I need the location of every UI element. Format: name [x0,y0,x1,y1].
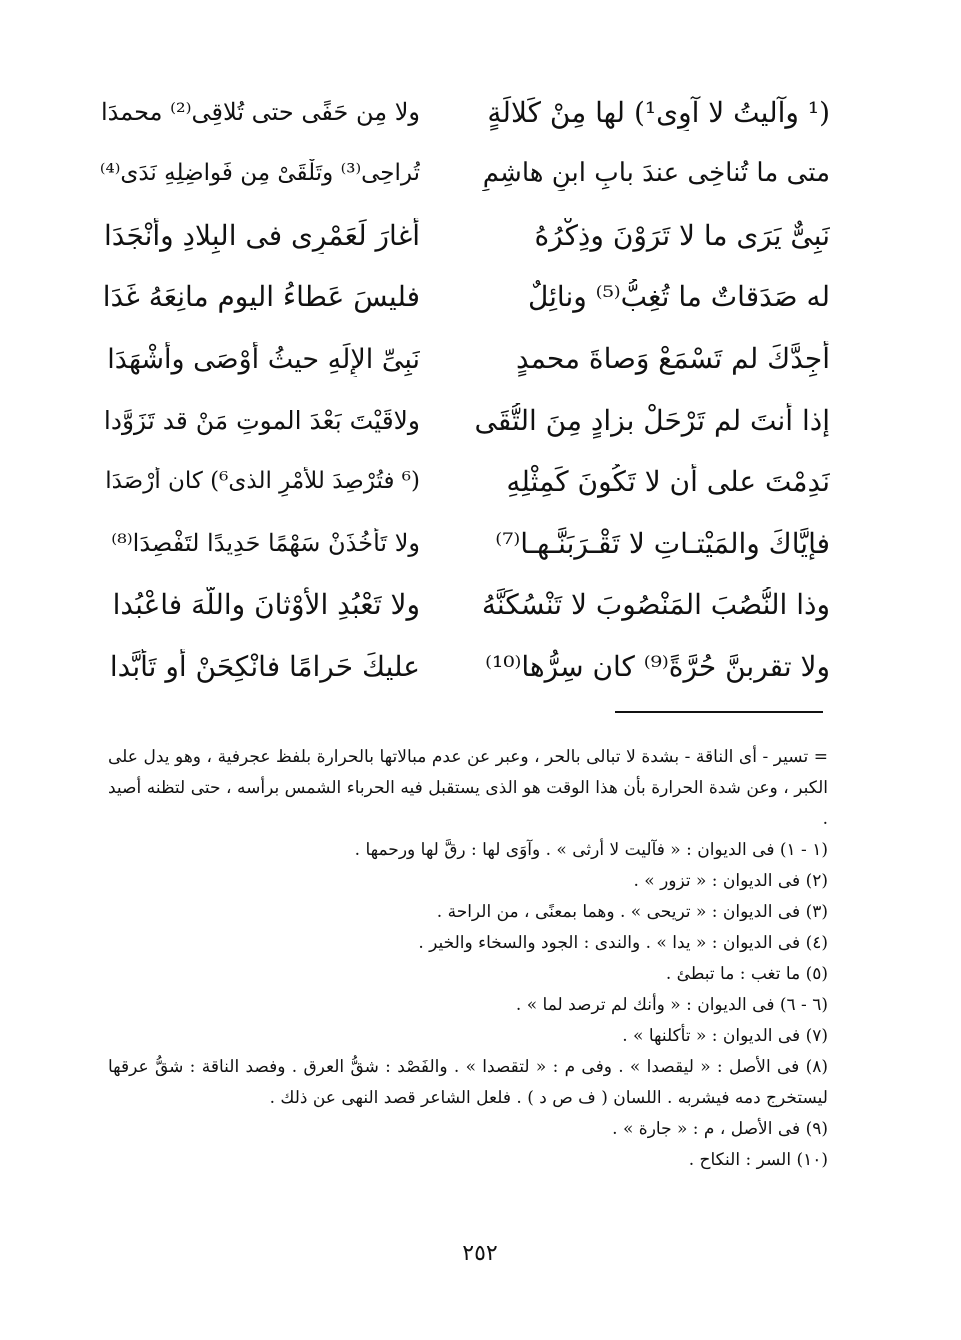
footnote: (٤) فى الديوان : « يدا » . والندى : الجود والسخاء والخير . [418,933,828,953]
first-hemistich: فإيَّاكَ والمَيْتـاتِ لا تَقْـرَبَنَّـهـا⁽⁷⁾ [495,526,830,560]
second-hemistich: فليسَ عَطاءُ اليوم مانِعَهُ غَدَا [102,280,420,314]
footnote-separator [615,711,823,713]
first-hemistich: نَبِىٌّ يَرَى ما لا تَرَوْنَ وذِكْرُهُ [534,218,830,252]
second-hemistich: ولا مِن حَفًى حتى تُلاقِى⁽²⁾ محمدَا [101,98,420,127]
first-hemistich: أَجِدَّكَ لم تَسْمَعْ وَصاةَ محمدٍ [516,341,830,375]
page-number: ٢٥٢ [462,1241,498,1266]
footnote: (٩) فى الأصل ، م : « جارة » . [612,1119,828,1139]
second-hemistich: نَبِىِّ الإِلَهِ حيثُ أَوْصَى وأَشْهَدَا [107,343,420,375]
verse-line [100,575,830,637]
second-hemistich: ولاقَيْتَ بَعْدَ الموتِ مَنْ قد تَزَوَّدا [103,405,420,435]
verse-line [100,82,830,144]
first-hemistich: نَدِمْتَ على أن لا تَكُونَ كَمِثْلِهِ [506,465,830,499]
footnote: (٧) فى الديوان : « تأكلنها » . [622,1026,828,1046]
first-hemistich: (¹ وآليتُ لا آوِى¹) لها مِنْ كَلالَةٍ [487,95,830,129]
verse-line [100,513,830,575]
footnote: (٢) فى الديوان : « تزور » . [633,871,828,891]
second-hemistich: ولا تَعْبُدِ الأَوْثانَ واللَّهَ فاعْبُدا [112,588,420,622]
verse-line [100,144,830,206]
verse-line [100,390,830,452]
footnote: = تسير - أى الناقة - بشدة لا تبالى بالحر ، وعبر عن عدم مبالاتها بالحرارة بلفظ عجرفية ، وهو يدل على الكبر ، وعن شدة الحرارة بأن هذا الوقت هو الذى يستقبل فيه الحرباء الشمس برأسه ، حتى لتظنه أصيد . [108,747,828,829]
first-hemistich: له صَدَقاتٌ ما تُغِبُّ⁽⁵⁾ ونائِلٌ [527,280,830,314]
verse-line [100,328,830,390]
first-hemistich: وذا النُّصُبَ المَنْصُوبَ لا تَنْسُكَنَّهُ [481,588,830,622]
footnote: (٦ - ٦) فى الديوان : « وأنك لم ترصد لما » . [515,995,828,1015]
first-hemistich: ولا تقربنَّ حُرَّةً⁽⁹⁾ كان سِرُّها⁽¹⁰⁾ [485,649,830,683]
footnote: (٥) ما تغب : ما تبطئ . [665,964,828,984]
verse-line [100,452,830,514]
second-hemistich: عليكَ حَرامًا فانْكِحَنْ أو تَأَبَّدا [109,649,420,683]
footnotes [108,742,828,1176]
footnote: (١٠) السر : النكاح . [688,1150,828,1170]
second-hemistich: (⁶ فتُرْصِدَ للأَمْرِ الذى⁶) كان أَرْصَدَا [105,468,420,495]
second-hemistich: أغارَ لَعَمْرِى فى البِلادِ وأنْجَدَا [104,218,420,252]
first-hemistich: إذا أنتَ لم تَرْحَلْ بزادٍ مِنَ التُّقَى [474,403,830,437]
verse-line [100,205,830,267]
footnote: (١ - ١) فى الديوان : « فآليت لا أرثى » . وآوَى لها : رقَّ لها ورحمها . [354,840,828,860]
second-hemistich: ولا تَأْخُذَنْ سَهْمًا حَدِيدًا لتَفْصِدَا⁽⁸⁾ [111,529,420,558]
verse-line [100,267,830,329]
footnote: (٣) فى الديوان : « تريحى » . وهما بمعنًى ، من الراحة . [436,902,828,922]
footnote: (٨) فى الأصل : « ليقصدا » . وفى م : « لتقصدا » . والفَصْد : شقُّ العرق . وفصد الناقة : شقُّ عرقها ليستخرج دمه فيشربه . اللسان ( ف ص د ) . فلعل الشاعر قصد النهى عن ذلك . [108,1057,828,1108]
second-hemistich: تُراحِى⁽³⁾ وتَلْقَىْ مِن فَواضِلِهِ نَدَى⁽⁴⁾ [100,160,420,187]
verse-line [100,636,830,698]
first-hemistich: متى ما تُناخِى عندَ بابِ ابنِ هاشِمٍ [482,158,830,189]
poem [100,82,830,698]
